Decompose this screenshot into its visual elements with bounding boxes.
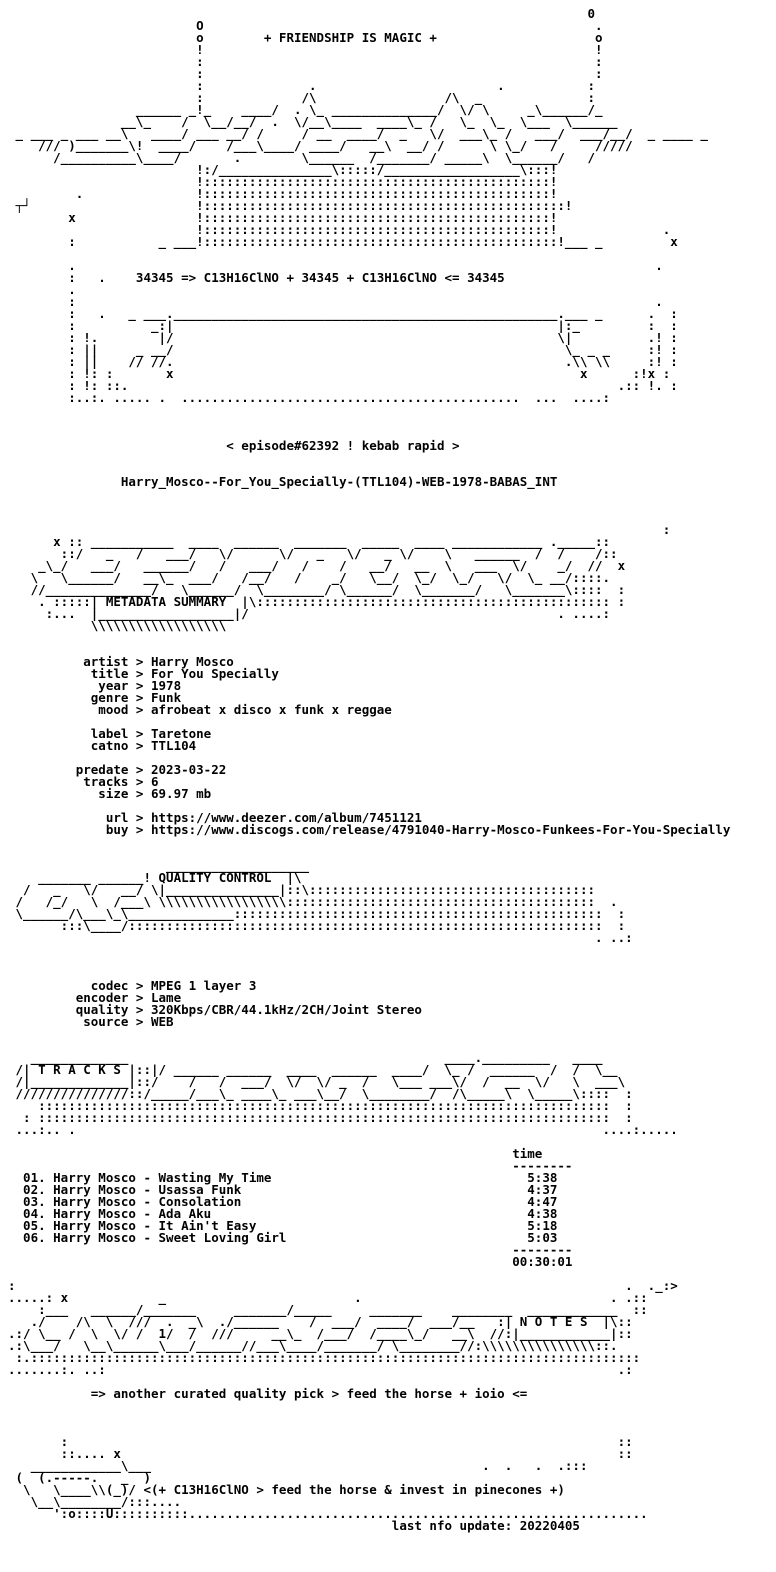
nfo-line: : : <box>8 54 603 69</box>
nfo-line: 05. Harry Mosco - It Ain't Easy 5:18 <box>8 1218 558 1233</box>
nfo-line: /|_____________|::/ / / ___/ \/ \/ _ / \___ ___\/ / __ \/ \ ___\ <box>8 1074 626 1089</box>
nfo-line <box>8 452 730 464</box>
nfo-line: predate > 2023-03-22 <box>8 762 227 777</box>
nfo-line <box>8 1412 730 1424</box>
nfo-line: genre > Funk <box>8 690 182 705</box>
nfo-line <box>8 1028 730 1040</box>
nfo-line: :::::::::::::::::::::::::::::::::::::::::::::::::::::::::::::::::::::::::::: : <box>8 1098 633 1113</box>
nfo-line: : || _ __/ \_ _ _ :! : <box>8 342 678 357</box>
nfo-line: !::::::::::::::::::::::::::::::::::::::::::::::! . <box>8 222 671 237</box>
nfo-line: < episode#62392 ! kebab rapid > <box>8 438 460 453</box>
nfo-line: .....: x _ . . .:: <box>8 1290 648 1305</box>
nfo-line: / /_/ \ /___\ \\\\\\\\\\\\\\\\\::::::::::::::::::::::::::::::::::::::::: . <box>8 894 618 909</box>
nfo-line: ____________\___ . . . .::: <box>8 1458 588 1473</box>
nfo-line: : : <box>8 66 603 81</box>
nfo-line: size > 69.97 mb <box>8 786 212 801</box>
nfo-line: O . <box>8 18 603 33</box>
nfo-line: : /\ /\ _ : <box>8 90 595 105</box>
nfo-line: title > For You Specially <box>8 666 279 681</box>
nfo-line: :..:. ..... . ............................................. ... ....: <box>8 390 611 405</box>
nfo-line: : . . : <box>8 78 595 93</box>
nfo-line: .:\___/ \__\______\___/______//___\____/_______/ \________//:\\\\\\\\\\\\\\\::. <box>8 1338 618 1353</box>
nfo-line: .......:. ..: .: <box>8 1362 633 1377</box>
nfo-line: . . <box>8 258 663 273</box>
nfo-line: \\\\\\\\\\\\\\\\\\ <box>8 618 227 633</box>
nfo-line: codec > MPEG 1 layer 3 <box>8 978 257 993</box>
nfo-line: !::::::::::::::::::::::::::::::::::::::::::::::! <box>8 174 558 189</box>
nfo-line: ______ _!_ ____/ . \_ ______________/ \/ \ _\______/_ <box>8 102 603 117</box>
nfo-line: -------- <box>8 1242 573 1257</box>
nfo-line <box>8 404 730 416</box>
nfo-line: 02. Harry Mosco - Usassa Funk 4:37 <box>8 1182 558 1197</box>
nfo-line: 04. Harry Mosco - Ada Aku 4:38 <box>8 1206 558 1221</box>
nfo-line: ':o::::U::::::::::............................................................. <box>8 1506 648 1521</box>
nfo-line: :___ ______/_______ _______/_____ _______ ________ ____________ :: <box>8 1302 648 1317</box>
nfo-line: /__________\____/ . \______ /_______/ _____\ \______/ / <box>8 150 595 165</box>
nfo-line: url > https://www.deezer.com/album/7451121 <box>8 810 422 825</box>
nfo-line: : . ._:> <box>8 1278 678 1293</box>
nfo-line: : || // //. .\\ \\ :! : <box>8 354 678 369</box>
nfo-line: :::\____/::::::::::::::::::::::::::::::::::::::::::::::::::::::::::::::: : <box>8 918 626 933</box>
nfo-line <box>8 488 730 500</box>
nfo-line: mood > afrobeat x disco x funk x reggae <box>8 702 392 717</box>
nfo-line: : :::::::::::::::::::::::::::::::::::::::::::::::::::::::::::::::::::::::::::: : <box>8 1110 633 1125</box>
nfo-line: //______________/ \______/ \________/ \______/ \_______/ \_______\:::: : <box>8 582 626 597</box>
nfo-line: !:/_______________\:::::/__________________\:::! <box>8 162 558 177</box>
nfo-line: : :: <box>8 1434 633 1449</box>
nfo-line: ::.... x :: <box>8 1446 633 1461</box>
nfo-line: :.::::::::::::::::::::::::::::::::::::::::::::::::::::::::::::::::::::::::::::::::: <box>8 1350 641 1365</box>
nfo-line: \ \____\\(_)/ <(+ C13H16ClNO > feed the horse & invest in pinecones +) <box>8 1482 565 1497</box>
nfo-line: encoder > Lame <box>8 990 182 1005</box>
nfo-line: . :::::| METADATA SUMMARY |\::::::::::::::::::::::::::::::::::::::::::::::: : <box>8 594 626 609</box>
nfo-line: label > Taretone <box>8 726 212 741</box>
nfo-line: : . <box>8 294 663 309</box>
nfo-line: /| T R A C K S |::|/ ______ ______ ____ ______ ____/ \_ / ______ / / \__ <box>8 1062 618 1077</box>
nfo-line: 00:30:01 <box>8 1254 573 1269</box>
nfo-line: tracks > 6 <box>8 774 159 789</box>
nfo-line: x :: ___________ ____ ______ _______ _____ ____ ____________ ._____:: <box>8 534 611 549</box>
nfo-line: ┬┘ !::::::::::::::::::::::::::::::::::::::::::::::::! <box>8 198 573 213</box>
nfo-line: _______ ______! QUALITY CONTROL |\ <box>8 870 302 885</box>
nfo-line: _ ___ _ ___ __\ ____/ ___ __/ / / __ ____/ _ \/ ___\_ / ___/ ___/__/ _ ____ _ <box>8 126 708 141</box>
nfo-line: : <box>8 522 671 537</box>
nfo-line <box>8 944 730 956</box>
nfo-line: year > 1978 <box>8 678 182 693</box>
nfo-line: 01. Harry Mosco - Wasting My Time 5:38 <box>8 1170 558 1185</box>
nfo-line: . !::::::::::::::::::::::::::::::::::::::::::::::! <box>8 186 558 201</box>
nfo-line: source > WEB <box>8 1014 174 1029</box>
nfo-line: _____________ ____._________ ____ <box>8 1050 603 1065</box>
nfo-line: last nfo update: 20220405 <box>8 1518 580 1533</box>
nfo-line <box>8 1400 730 1412</box>
nfo-line: time <box>8 1146 543 1161</box>
nfo-line <box>8 500 730 512</box>
nfo-line: buy > https://www.discogs.com/release/4791040-Harry-Mosco-Funkees-For-You-Specially <box>8 822 731 837</box>
nfo-line: \__\________/:::.... <box>8 1494 182 1509</box>
nfo-line: : !: ::. .:: !. : <box>8 378 678 393</box>
nfo-line: : . 34345 => C13H16ClNO + 34345 + C13H16ClNO <= 34345 <box>8 270 505 285</box>
nfo-line: ! ! <box>8 42 603 57</box>
nfo-line: .:/ \__ / \ \/ / 1/ / /// __\_ /___/ /____\_/ __\ //:|____________|:: <box>8 1326 633 1341</box>
nfo-line: :... |__________________|/ . ....: <box>8 606 611 621</box>
nfo-line <box>8 836 730 848</box>
nfo-line <box>8 416 730 428</box>
nfo-line: : !: : x x :!x : <box>8 366 671 381</box>
nfo-line <box>8 956 730 968</box>
nfo-line: artist > Harry Mosco <box>8 654 234 669</box>
nfo-line: /// )_______\! ____/ /___\____/ ____/ __\ __/ / \ \_/ / ///// <box>8 138 633 153</box>
nfo-line: / _ \/ __/ \|_______________|::\:::::::::::::::::::::::::::::::::::::: <box>8 882 595 897</box>
nfo-line: 03. Harry Mosco - Consolation 4:47 <box>8 1194 558 1209</box>
nfo-text-document <box>8 8 730 1532</box>
nfo-line: . ..: <box>8 930 633 945</box>
nfo-line: : !. |/ \| .! : <box>8 330 678 345</box>
nfo-line: . <box>8 282 76 297</box>
nfo-line: catno > TTL104 <box>8 738 197 753</box>
nfo-line: : . _ ___.___________________________________________________.___ _ . : <box>8 306 678 321</box>
nfo-line: ::/ _ / ___/ \/ \/ _ \/ _ \/ \ ______ / / /:: <box>8 546 618 561</box>
nfo-line <box>8 632 730 644</box>
nfo-line: 06. Harry Mosco - Sweet Loving Girl 5:03 <box>8 1230 558 1245</box>
nfo-line: : _ ___!:::::::::::::::::::::::::::::::::::::::::::::::!___ _ x <box>8 234 678 249</box>
nfo-line: ///////////////::/_____/___\_ ____\_ ___\__/ \________/ /\_____\ \_____\:::: : <box>8 1086 633 1101</box>
nfo-line: 0 <box>8 6 595 21</box>
nfo-line: -------- <box>8 1158 573 1173</box>
nfo-line: __\_ / \__/__/ . \/__\____ ____\_ / \_ \_ \___ \______ <box>8 114 618 129</box>
nfo-line: \ \______/ __\_ ___/ /__/ / _/ \__/ \_/ \_/ \/ \_ __/::::. <box>8 570 611 585</box>
nfo-line: _\_/ ___/ ______/ / ___/ / / __/ __ \ ___ \/ _/ // x <box>8 558 626 573</box>
nfo-line: Harry_Mosco--For_You_Specially-(TTL104)-WEB-1978-BABAS_INT <box>8 474 558 489</box>
nfo-line: ( (.-----. _ ) <box>8 1470 151 1485</box>
nfo-line: o + FRIENDSHIP IS MAGIC + o <box>8 30 603 45</box>
nfo-line: quality > 320Kbps/CBR/44.1kHz/2CH/Joint Stereo <box>8 1002 422 1017</box>
nfo-line: \______/\___\_\______________::::::::::::::::::::::::::::::::::::::::::::::::: : <box>8 906 626 921</box>
nfo-line: x !::::::::::::::::::::::::::::::::::::::::::::::! <box>8 210 558 225</box>
nfo-line: ...:.. . ....:..... <box>8 1122 678 1137</box>
nfo-line: => another curated quality pick > feed the horse + ioio <= <box>8 1386 528 1401</box>
nfo-line: : _:| |:_ : : <box>8 318 678 333</box>
nfo-line: ___________________ <box>8 858 310 873</box>
nfo-line: ./ /\ \ /// . _\ ./______ / ___/ ____/ ___/__ :| N O T E S |\:: <box>8 1314 633 1329</box>
